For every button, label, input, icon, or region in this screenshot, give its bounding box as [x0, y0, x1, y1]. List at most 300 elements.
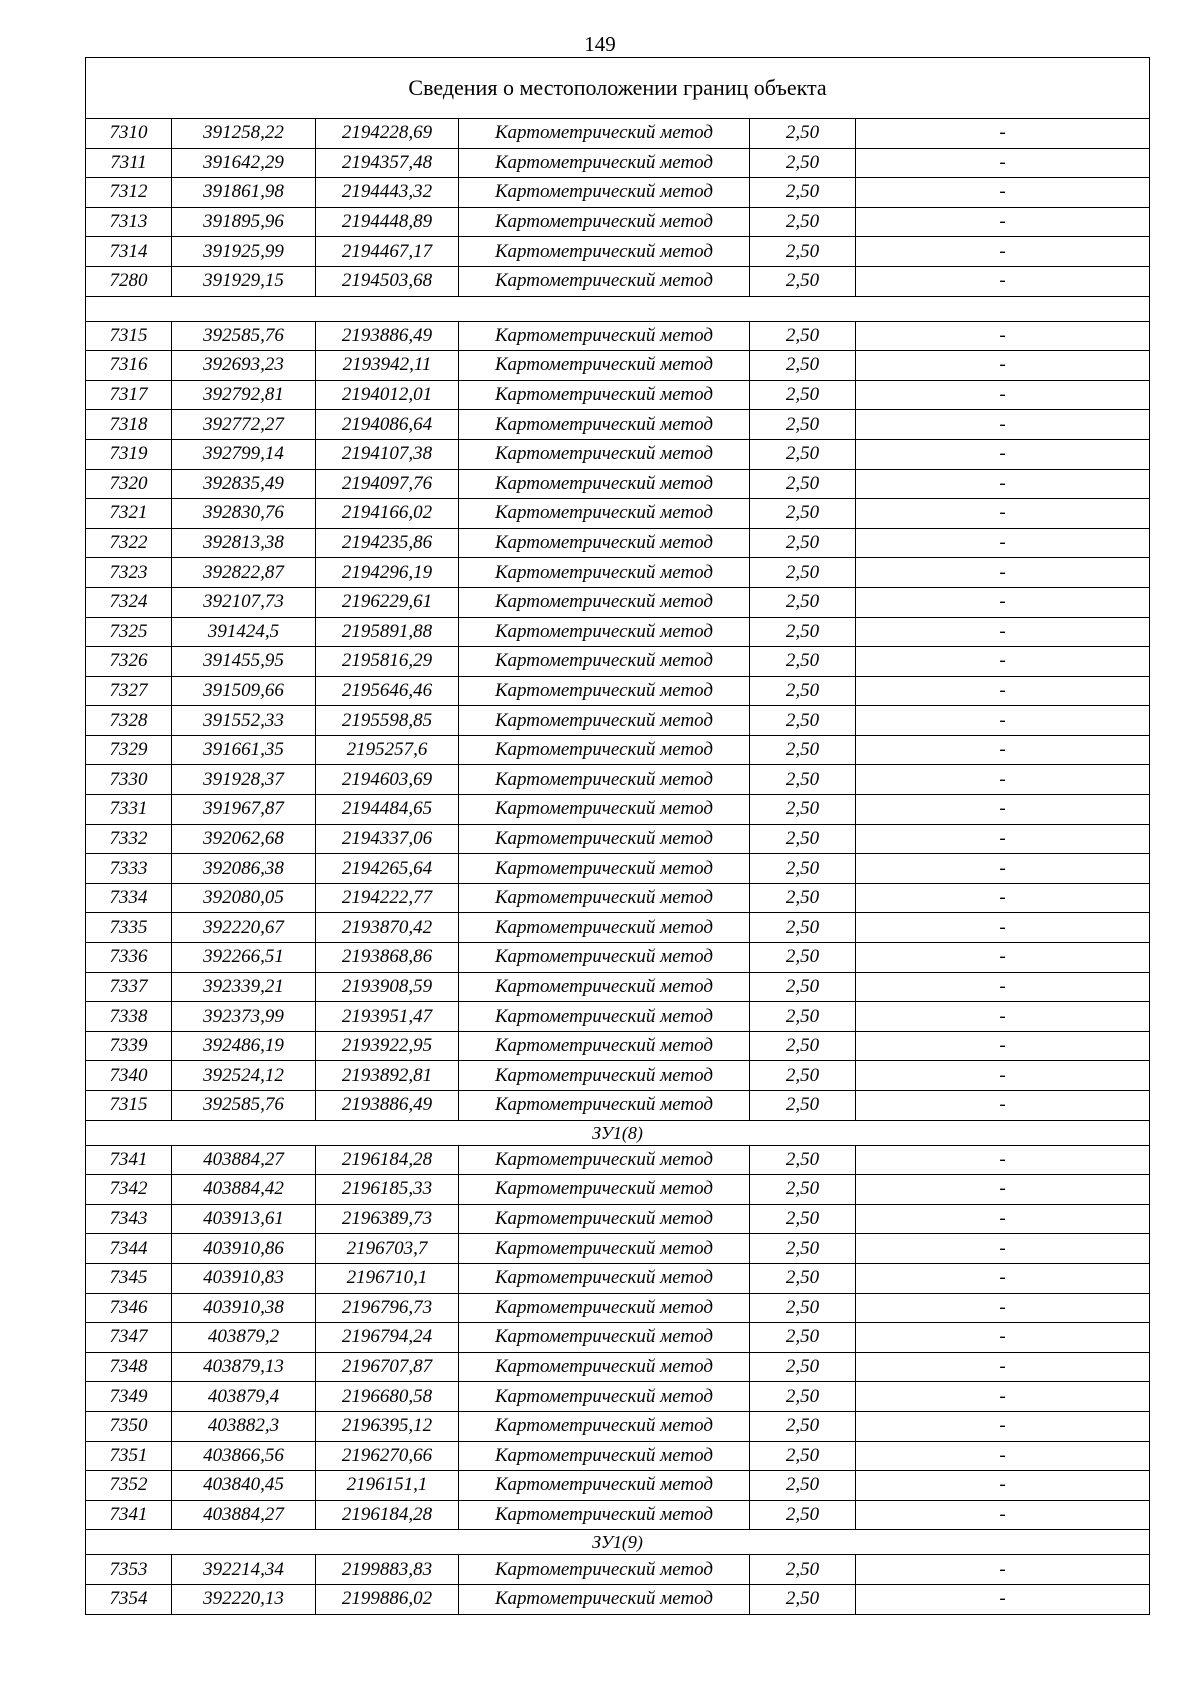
- accuracy-cell: 2,50: [750, 1352, 856, 1382]
- description-cell: -: [856, 854, 1150, 884]
- table-row: [86, 647, 1150, 677]
- point-number-cell: 7329: [86, 735, 172, 765]
- table-row: [86, 617, 1150, 647]
- table-row: [86, 1555, 1150, 1585]
- x-coordinate-cell: 403879,4: [172, 1382, 316, 1412]
- table-row: [86, 1145, 1150, 1175]
- x-coordinate-cell: 392772,27: [172, 410, 316, 440]
- point-number-cell: 7311: [86, 148, 172, 178]
- y-coordinate-cell: 2196796,73: [316, 1293, 459, 1323]
- description-cell: -: [856, 119, 1150, 149]
- x-coordinate-cell: 391661,35: [172, 735, 316, 765]
- accuracy-cell: 2,50: [750, 647, 856, 677]
- table-row: [86, 148, 1150, 178]
- description-cell: -: [856, 1145, 1150, 1175]
- y-coordinate-cell: 2193892,81: [316, 1061, 459, 1091]
- table-row: [86, 1175, 1150, 1205]
- accuracy-cell: 2,50: [750, 735, 856, 765]
- y-coordinate-cell: 2199883,83: [316, 1555, 459, 1585]
- table-row: [86, 913, 1150, 943]
- accuracy-cell: 2,50: [750, 1471, 856, 1501]
- accuracy-cell: 2,50: [750, 617, 856, 647]
- method-cell: Картометрический метод: [459, 321, 750, 351]
- table-title-row: [86, 58, 1150, 119]
- accuracy-cell: 2,50: [750, 351, 856, 381]
- accuracy-cell: 2,50: [750, 1091, 856, 1121]
- x-coordinate-cell: 392486,19: [172, 1031, 316, 1061]
- table-row: [86, 676, 1150, 706]
- method-cell: Картометрический метод: [459, 824, 750, 854]
- accuracy-cell: 2,50: [750, 1441, 856, 1471]
- accuracy-cell: 2,50: [750, 765, 856, 795]
- x-coordinate-cell: 392220,13: [172, 1584, 316, 1614]
- table-row: [86, 706, 1150, 736]
- point-number-cell: 7312: [86, 178, 172, 208]
- x-coordinate-cell: 403913,61: [172, 1204, 316, 1234]
- point-number-cell: 7345: [86, 1263, 172, 1293]
- accuracy-cell: 2,50: [750, 1411, 856, 1441]
- x-coordinate-cell: 391509,66: [172, 676, 316, 706]
- accuracy-cell: 2,50: [750, 148, 856, 178]
- accuracy-cell: 2,50: [750, 266, 856, 296]
- accuracy-cell: 2,50: [750, 795, 856, 825]
- point-number-cell: 7322: [86, 528, 172, 558]
- description-cell: -: [856, 972, 1150, 1002]
- method-cell: Картометрический метод: [459, 795, 750, 825]
- accuracy-cell: 2,50: [750, 439, 856, 469]
- point-number-cell: 7331: [86, 795, 172, 825]
- table-row: [86, 1352, 1150, 1382]
- y-coordinate-cell: 2196703,7: [316, 1234, 459, 1264]
- description-cell: -: [856, 1382, 1150, 1412]
- description-cell: -: [856, 913, 1150, 943]
- point-number-cell: 7341: [86, 1500, 172, 1530]
- table-row: [86, 321, 1150, 351]
- y-coordinate-cell: 2196151,1: [316, 1471, 459, 1501]
- point-number-cell: 7313: [86, 207, 172, 237]
- table-row: [86, 765, 1150, 795]
- method-cell: Картометрический метод: [459, 913, 750, 943]
- description-cell: -: [856, 1323, 1150, 1353]
- method-cell: Картометрический метод: [459, 587, 750, 617]
- x-coordinate-cell: 391928,37: [172, 765, 316, 795]
- x-coordinate-cell: 392813,38: [172, 528, 316, 558]
- description-cell: -: [856, 1061, 1150, 1091]
- x-coordinate-cell: 392339,21: [172, 972, 316, 1002]
- y-coordinate-cell: 2194228,69: [316, 119, 459, 149]
- point-number-cell: 7317: [86, 380, 172, 410]
- point-number-cell: 7325: [86, 617, 172, 647]
- y-coordinate-cell: 2193868,86: [316, 943, 459, 973]
- table-row: [86, 1091, 1150, 1121]
- x-coordinate-cell: 403910,38: [172, 1293, 316, 1323]
- accuracy-cell: 2,50: [750, 854, 856, 884]
- x-coordinate-cell: 403840,45: [172, 1471, 316, 1501]
- accuracy-cell: 2,50: [750, 207, 856, 237]
- table-row: [86, 558, 1150, 588]
- x-coordinate-cell: 391258,22: [172, 119, 316, 149]
- method-cell: Картометрический метод: [459, 528, 750, 558]
- method-cell: Картометрический метод: [459, 943, 750, 973]
- table-row: [86, 735, 1150, 765]
- method-cell: Картометрический метод: [459, 1323, 750, 1353]
- method-cell: Картометрический метод: [459, 266, 750, 296]
- description-cell: -: [856, 617, 1150, 647]
- method-cell: Картометрический метод: [459, 676, 750, 706]
- description-cell: -: [856, 1091, 1150, 1121]
- y-coordinate-cell: 2196389,73: [316, 1204, 459, 1234]
- table-row: [86, 1500, 1150, 1530]
- point-number-cell: 7353: [86, 1555, 172, 1585]
- accuracy-cell: 2,50: [750, 1584, 856, 1614]
- method-cell: Картометрический метод: [459, 1002, 750, 1032]
- accuracy-cell: 2,50: [750, 558, 856, 588]
- x-coordinate-cell: 403910,83: [172, 1263, 316, 1293]
- table-row: [86, 178, 1150, 208]
- point-number-cell: 7343: [86, 1204, 172, 1234]
- method-cell: Картометрический метод: [459, 1263, 750, 1293]
- x-coordinate-cell: 392214,34: [172, 1555, 316, 1585]
- description-cell: -: [856, 439, 1150, 469]
- description-cell: -: [856, 883, 1150, 913]
- table-row: [86, 1002, 1150, 1032]
- x-coordinate-cell: 392373,99: [172, 1002, 316, 1032]
- description-cell: -: [856, 558, 1150, 588]
- description-cell: -: [856, 647, 1150, 677]
- point-number-cell: 7341: [86, 1145, 172, 1175]
- point-number-cell: 7328: [86, 706, 172, 736]
- x-coordinate-cell: 392693,23: [172, 351, 316, 381]
- y-coordinate-cell: 2194012,01: [316, 380, 459, 410]
- blank-separator-row: [86, 296, 1150, 321]
- point-number-cell: 7352: [86, 1471, 172, 1501]
- description-cell: -: [856, 469, 1150, 499]
- y-coordinate-cell: 2195257,6: [316, 735, 459, 765]
- table-row: [86, 1411, 1150, 1441]
- description-cell: -: [856, 1293, 1150, 1323]
- description-cell: -: [856, 1500, 1150, 1530]
- x-coordinate-cell: 392830,76: [172, 499, 316, 529]
- section-header-row: [86, 1120, 1150, 1145]
- point-number-cell: 7339: [86, 1031, 172, 1061]
- y-coordinate-cell: 2194603,69: [316, 765, 459, 795]
- x-coordinate-cell: 392086,38: [172, 854, 316, 884]
- table-row: [86, 410, 1150, 440]
- point-number-cell: 7323: [86, 558, 172, 588]
- description-cell: -: [856, 380, 1150, 410]
- table-row: [86, 1471, 1150, 1501]
- description-cell: -: [856, 1352, 1150, 1382]
- point-number-cell: 7324: [86, 587, 172, 617]
- point-number-cell: 7330: [86, 765, 172, 795]
- point-number-cell: 7314: [86, 237, 172, 267]
- accuracy-cell: 2,50: [750, 237, 856, 267]
- table-row: [86, 266, 1150, 296]
- table-row: [86, 469, 1150, 499]
- x-coordinate-cell: 391895,96: [172, 207, 316, 237]
- accuracy-cell: 2,50: [750, 972, 856, 1002]
- x-coordinate-cell: 392266,51: [172, 943, 316, 973]
- point-number-cell: 7327: [86, 676, 172, 706]
- x-coordinate-cell: 403882,3: [172, 1411, 316, 1441]
- x-coordinate-cell: 391552,33: [172, 706, 316, 736]
- x-coordinate-cell: 403879,13: [172, 1352, 316, 1382]
- description-cell: -: [856, 499, 1150, 529]
- accuracy-cell: 2,50: [750, 943, 856, 973]
- method-cell: Картометрический метод: [459, 854, 750, 884]
- x-coordinate-cell: 391967,87: [172, 795, 316, 825]
- table-row: [86, 1263, 1150, 1293]
- section-header-row: [86, 1530, 1150, 1555]
- description-cell: -: [856, 1584, 1150, 1614]
- table-row: [86, 237, 1150, 267]
- page-number: 149: [584, 32, 616, 56]
- table-row: [86, 119, 1150, 149]
- table-title: Сведения о местоположении границ объекта: [86, 58, 1150, 119]
- x-coordinate-cell: 392062,68: [172, 824, 316, 854]
- x-coordinate-cell: 392799,14: [172, 439, 316, 469]
- point-number-cell: 7350: [86, 1411, 172, 1441]
- x-coordinate-cell: 391861,98: [172, 178, 316, 208]
- method-cell: Картометрический метод: [459, 1031, 750, 1061]
- y-coordinate-cell: 2194166,02: [316, 499, 459, 529]
- accuracy-cell: 2,50: [750, 1175, 856, 1205]
- x-coordinate-cell: 392220,67: [172, 913, 316, 943]
- method-cell: Картометрический метод: [459, 647, 750, 677]
- accuracy-cell: 2,50: [750, 1002, 856, 1032]
- point-number-cell: 7321: [86, 499, 172, 529]
- y-coordinate-cell: 2193942,11: [316, 351, 459, 381]
- point-number-cell: 7318: [86, 410, 172, 440]
- section-label: ЗУ1(8): [86, 1120, 1150, 1145]
- method-cell: Картометрический метод: [459, 1441, 750, 1471]
- method-cell: Картометрический метод: [459, 1145, 750, 1175]
- table-row: [86, 1382, 1150, 1412]
- method-cell: Картометрический метод: [459, 439, 750, 469]
- method-cell: Картометрический метод: [459, 1584, 750, 1614]
- table-row: [86, 1204, 1150, 1234]
- table-row: [86, 207, 1150, 237]
- point-number-cell: 7348: [86, 1352, 172, 1382]
- description-cell: -: [856, 706, 1150, 736]
- accuracy-cell: 2,50: [750, 676, 856, 706]
- y-coordinate-cell: 2193908,59: [316, 972, 459, 1002]
- x-coordinate-cell: 392080,05: [172, 883, 316, 913]
- accuracy-cell: 2,50: [750, 1263, 856, 1293]
- table-row: [86, 972, 1150, 1002]
- y-coordinate-cell: 2195598,85: [316, 706, 459, 736]
- point-number-cell: 7310: [86, 119, 172, 149]
- y-coordinate-cell: 2194484,65: [316, 795, 459, 825]
- accuracy-cell: 2,50: [750, 380, 856, 410]
- method-cell: Картометрический метод: [459, 765, 750, 795]
- accuracy-cell: 2,50: [750, 1031, 856, 1061]
- x-coordinate-cell: 403884,27: [172, 1500, 316, 1530]
- description-cell: -: [856, 528, 1150, 558]
- accuracy-cell: 2,50: [750, 119, 856, 149]
- method-cell: Картометрический метод: [459, 883, 750, 913]
- method-cell: Картометрический метод: [459, 558, 750, 588]
- description-cell: -: [856, 943, 1150, 973]
- method-cell: Картометрический метод: [459, 1352, 750, 1382]
- table-row: [86, 587, 1150, 617]
- y-coordinate-cell: 2194222,77: [316, 883, 459, 913]
- x-coordinate-cell: 392524,12: [172, 1061, 316, 1091]
- y-coordinate-cell: 2194448,89: [316, 207, 459, 237]
- point-number-cell: 7336: [86, 943, 172, 973]
- y-coordinate-cell: 2196395,12: [316, 1411, 459, 1441]
- description-cell: -: [856, 148, 1150, 178]
- point-number-cell: 7347: [86, 1323, 172, 1353]
- x-coordinate-cell: 391925,99: [172, 237, 316, 267]
- x-coordinate-cell: 391929,15: [172, 266, 316, 296]
- y-coordinate-cell: 2195891,88: [316, 617, 459, 647]
- y-coordinate-cell: 2196184,28: [316, 1145, 459, 1175]
- description-cell: -: [856, 676, 1150, 706]
- table-row: [86, 1584, 1150, 1614]
- point-number-cell: 7354: [86, 1584, 172, 1614]
- point-number-cell: 7320: [86, 469, 172, 499]
- x-coordinate-cell: 391642,29: [172, 148, 316, 178]
- y-coordinate-cell: 2196229,61: [316, 587, 459, 617]
- point-number-cell: 7342: [86, 1175, 172, 1205]
- y-coordinate-cell: 2193886,49: [316, 321, 459, 351]
- method-cell: Картометрический метод: [459, 1382, 750, 1412]
- method-cell: Картометрический метод: [459, 735, 750, 765]
- blank-cell: [86, 296, 1150, 321]
- y-coordinate-cell: 2199886,02: [316, 1584, 459, 1614]
- y-coordinate-cell: 2194235,86: [316, 528, 459, 558]
- boundary-coordinates-table: [85, 57, 1150, 1615]
- accuracy-cell: 2,50: [750, 706, 856, 736]
- method-cell: Картометрический метод: [459, 207, 750, 237]
- method-cell: Картометрический метод: [459, 1175, 750, 1205]
- description-cell: -: [856, 587, 1150, 617]
- method-cell: Картометрический метод: [459, 1411, 750, 1441]
- table-row: [86, 528, 1150, 558]
- method-cell: Картометрический метод: [459, 1555, 750, 1585]
- x-coordinate-cell: 392835,49: [172, 469, 316, 499]
- accuracy-cell: 2,50: [750, 1061, 856, 1091]
- point-number-cell: 7334: [86, 883, 172, 913]
- x-coordinate-cell: 392107,73: [172, 587, 316, 617]
- point-number-cell: 7337: [86, 972, 172, 1002]
- method-cell: Картометрический метод: [459, 972, 750, 1002]
- point-number-cell: 7280: [86, 266, 172, 296]
- description-cell: -: [856, 1204, 1150, 1234]
- description-cell: -: [856, 824, 1150, 854]
- accuracy-cell: 2,50: [750, 178, 856, 208]
- x-coordinate-cell: 392792,81: [172, 380, 316, 410]
- x-coordinate-cell: 403884,42: [172, 1175, 316, 1205]
- y-coordinate-cell: 2194265,64: [316, 854, 459, 884]
- description-cell: -: [856, 321, 1150, 351]
- x-coordinate-cell: 403884,27: [172, 1145, 316, 1175]
- description-cell: -: [856, 1411, 1150, 1441]
- point-number-cell: 7315: [86, 1091, 172, 1121]
- table-row: [86, 1031, 1150, 1061]
- method-cell: Картометрический метод: [459, 351, 750, 381]
- y-coordinate-cell: 2193922,95: [316, 1031, 459, 1061]
- accuracy-cell: 2,50: [750, 587, 856, 617]
- point-number-cell: 7344: [86, 1234, 172, 1264]
- y-coordinate-cell: 2194337,06: [316, 824, 459, 854]
- y-coordinate-cell: 2194467,17: [316, 237, 459, 267]
- y-coordinate-cell: 2196707,87: [316, 1352, 459, 1382]
- method-cell: Картометрический метод: [459, 380, 750, 410]
- y-coordinate-cell: 2194107,38: [316, 439, 459, 469]
- accuracy-cell: 2,50: [750, 321, 856, 351]
- section-label: ЗУ1(9): [86, 1530, 1150, 1555]
- point-number-cell: 7332: [86, 824, 172, 854]
- accuracy-cell: 2,50: [750, 1500, 856, 1530]
- accuracy-cell: 2,50: [750, 1234, 856, 1264]
- point-number-cell: 7335: [86, 913, 172, 943]
- description-cell: -: [856, 1555, 1150, 1585]
- table-row: [86, 439, 1150, 469]
- description-cell: -: [856, 1263, 1150, 1293]
- accuracy-cell: 2,50: [750, 1204, 856, 1234]
- y-coordinate-cell: 2193951,47: [316, 1002, 459, 1032]
- y-coordinate-cell: 2195646,46: [316, 676, 459, 706]
- point-number-cell: 7338: [86, 1002, 172, 1032]
- description-cell: -: [856, 410, 1150, 440]
- table-row: [86, 883, 1150, 913]
- point-number-cell: 7333: [86, 854, 172, 884]
- table-row: [86, 854, 1150, 884]
- y-coordinate-cell: 2196794,24: [316, 1323, 459, 1353]
- description-cell: -: [856, 266, 1150, 296]
- description-cell: -: [856, 735, 1150, 765]
- accuracy-cell: 2,50: [750, 528, 856, 558]
- accuracy-cell: 2,50: [750, 499, 856, 529]
- method-cell: Картометрический метод: [459, 1234, 750, 1264]
- method-cell: Картометрический метод: [459, 410, 750, 440]
- method-cell: Картометрический метод: [459, 469, 750, 499]
- method-cell: Картометрический метод: [459, 1204, 750, 1234]
- y-coordinate-cell: 2194086,64: [316, 410, 459, 440]
- method-cell: Картометрический метод: [459, 148, 750, 178]
- point-number-cell: 7319: [86, 439, 172, 469]
- method-cell: Картометрический метод: [459, 1500, 750, 1530]
- point-number-cell: 7346: [86, 1293, 172, 1323]
- y-coordinate-cell: 2193886,49: [316, 1091, 459, 1121]
- x-coordinate-cell: 391424,5: [172, 617, 316, 647]
- method-cell: Картометрический метод: [459, 1293, 750, 1323]
- table-row: [86, 1441, 1150, 1471]
- x-coordinate-cell: 392822,87: [172, 558, 316, 588]
- table-row: [86, 1061, 1150, 1091]
- y-coordinate-cell: 2194097,76: [316, 469, 459, 499]
- y-coordinate-cell: 2194296,19: [316, 558, 459, 588]
- method-cell: Картометрический метод: [459, 617, 750, 647]
- table-row: [86, 380, 1150, 410]
- point-number-cell: 7340: [86, 1061, 172, 1091]
- x-coordinate-cell: 391455,95: [172, 647, 316, 677]
- y-coordinate-cell: 2196185,33: [316, 1175, 459, 1205]
- y-coordinate-cell: 2193870,42: [316, 913, 459, 943]
- y-coordinate-cell: 2196184,28: [316, 1500, 459, 1530]
- table-row: [86, 499, 1150, 529]
- table-row: [86, 824, 1150, 854]
- accuracy-cell: 2,50: [750, 1555, 856, 1585]
- method-cell: Картометрический метод: [459, 499, 750, 529]
- description-cell: -: [856, 1441, 1150, 1471]
- table-row: [86, 1234, 1150, 1264]
- description-cell: -: [856, 1471, 1150, 1501]
- accuracy-cell: 2,50: [750, 913, 856, 943]
- table-row: [86, 351, 1150, 381]
